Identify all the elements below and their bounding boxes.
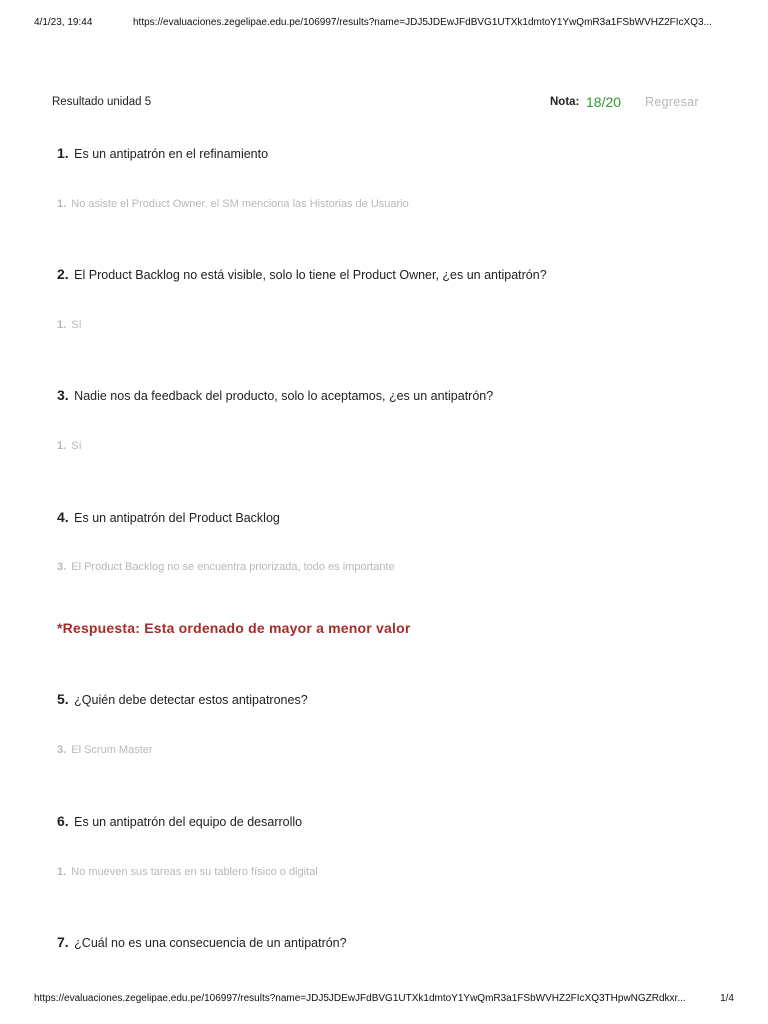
grade-value: 18/20 <box>586 94 622 110</box>
question-text: Nadie nos da feedback del producto, solo lo aceptamos, ¿es un antipatrón? <box>74 389 494 403</box>
answer-number: 1. <box>57 319 67 331</box>
question-number: 1. <box>57 145 69 161</box>
results-header <box>52 95 702 113</box>
selected-answer <box>57 561 395 573</box>
answer-text: El Product Backlog no se encuentra priorizada, todo es importante <box>71 561 395 573</box>
question-text: Es un antipatrón en el refinamiento <box>74 147 269 161</box>
question-7 <box>57 934 707 950</box>
question-title <box>57 691 707 707</box>
print-footer <box>34 993 734 1007</box>
answer-text: No asiste el Product Owner, el SM menciona las Historias de Usuario <box>71 198 409 210</box>
question-text: El Product Backlog no está visible, solo lo tiene el Product Owner, ¿es un antipatrón? <box>74 268 547 282</box>
answer-number: 1. <box>57 866 67 878</box>
print-footer-url: https://evaluaciones.zegelipae.edu.pe/106997/results?name=JDJ5JDEwJFdBVG1UTXk1dmtoY1YwQmR3a1FSbWVHZ2FIcXQ3THpwNGZRdkxr... <box>34 993 686 1004</box>
question-text: Es un antipatrón del Product Backlog <box>74 511 280 525</box>
question-6 <box>57 813 707 878</box>
print-url: https://evaluaciones.zegelipae.edu.pe/106997/results?name=JDJ5JDEwJFdBVG1UTXk1dmtoY1YwQmR3a1FSbWVHZ2FIcXQ3... <box>133 17 712 28</box>
selected-answer <box>57 198 409 210</box>
selected-answer <box>57 440 82 452</box>
question-title <box>57 387 707 403</box>
question-1 <box>57 145 707 210</box>
back-button[interactable]: Regresar <box>645 95 699 109</box>
page-number: 1/4 <box>720 993 734 1004</box>
selected-answer <box>57 744 153 756</box>
question-text: Es un antipatrón del equipo de desarrollo <box>74 815 303 829</box>
answer-number: 1. <box>57 440 67 452</box>
question-title <box>57 509 707 525</box>
question-title <box>57 145 707 161</box>
question-2 <box>57 266 707 331</box>
print-datetime: 4/1/23, 19:44 <box>34 17 93 28</box>
question-number: 3. <box>57 387 69 403</box>
grade-label: Nota: <box>550 96 580 108</box>
answer-text: No mueven sus tareas en su tablero físico o digital <box>71 866 318 878</box>
page-title: Resultado unidad 5 <box>52 96 152 108</box>
question-title <box>57 266 707 282</box>
question-number: 7. <box>57 934 69 950</box>
question-number: 6. <box>57 813 69 829</box>
question-text: ¿Cuál no es una consecuencia de un antipatrón? <box>74 936 347 950</box>
answer-text: Sí <box>71 440 82 452</box>
selected-answer <box>57 866 318 878</box>
question-4 <box>57 509 707 573</box>
question-number: 5. <box>57 691 69 707</box>
answer-text: Sí <box>71 319 82 331</box>
print-header <box>34 17 734 31</box>
answer-note: *Respuesta: Esta ordenado de mayor a menor valor <box>57 620 411 636</box>
answer-number: 3. <box>57 744 67 756</box>
answer-number: 1. <box>57 198 67 210</box>
question-title <box>57 813 707 829</box>
question-number: 4. <box>57 509 69 525</box>
question-5 <box>57 691 707 756</box>
selected-answer <box>57 319 82 331</box>
question-text: ¿Quién debe detectar estos antipatrones? <box>74 693 308 707</box>
answer-number: 3. <box>57 561 67 573</box>
question-number: 2. <box>57 266 69 282</box>
answer-text: El Scrum Master <box>71 744 153 756</box>
question-title <box>57 934 707 950</box>
question-3 <box>57 387 707 452</box>
